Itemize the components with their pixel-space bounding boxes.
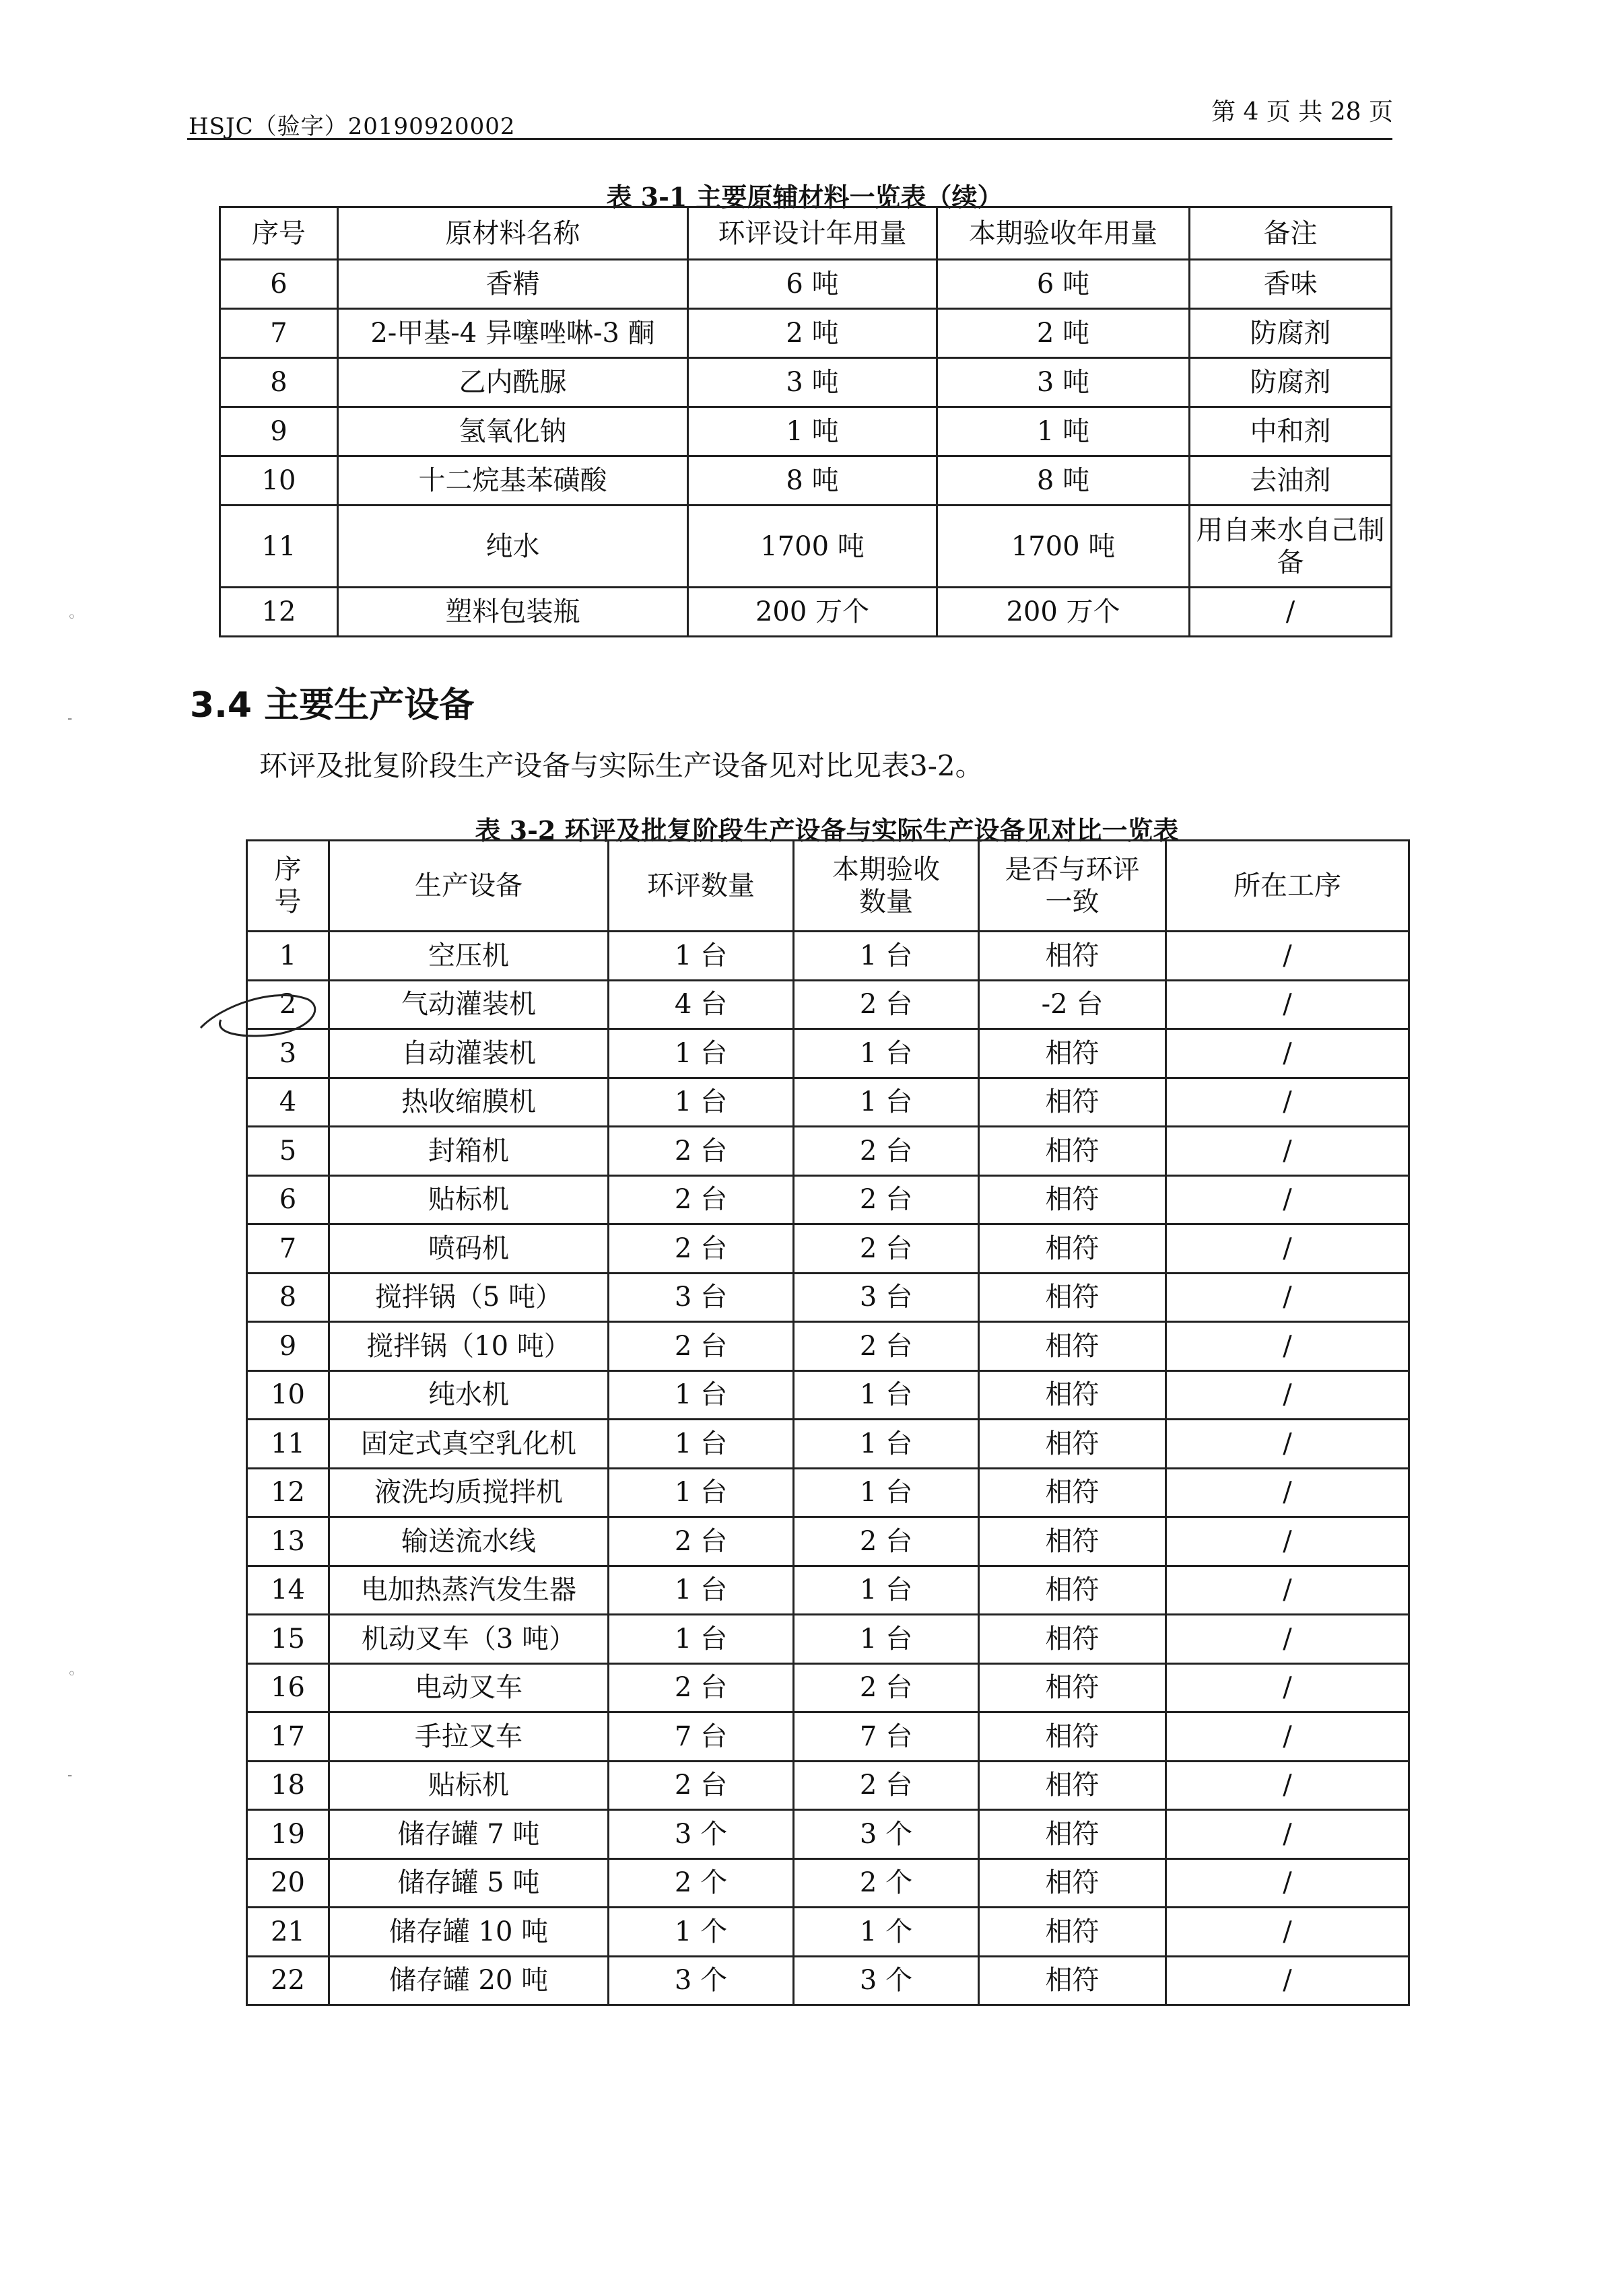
cell-no: 16 bbox=[247, 1663, 329, 1712]
cell-actual-annual-amount: 3 吨 bbox=[937, 358, 1190, 407]
table-row bbox=[220, 407, 1392, 456]
cell-actual-quantity: 2 台 bbox=[794, 1175, 979, 1224]
cell-eia-annual-amount: 3 吨 bbox=[688, 358, 937, 407]
cell-actual-annual-amount: 1 吨 bbox=[937, 407, 1190, 456]
cell-actual-quantity: 3 个 bbox=[794, 1956, 979, 2005]
cell-consistency: 相符 bbox=[979, 1420, 1166, 1469]
cell-eia-quantity: 2 台 bbox=[609, 1175, 794, 1224]
cell-eia-quantity: 1 个 bbox=[609, 1908, 794, 1957]
section-title: 3.4 主要生产设备 bbox=[190, 685, 475, 726]
column-header-eia-annual-amount: 环评设计年用量 bbox=[688, 207, 937, 260]
cell-material-name: 塑料包装瓶 bbox=[338, 588, 688, 637]
cell-no: 20 bbox=[247, 1858, 329, 1908]
table-row bbox=[247, 1078, 1409, 1127]
cell-process: / bbox=[1166, 1663, 1409, 1712]
cell-eia-quantity: 1 台 bbox=[609, 1078, 794, 1127]
cell-consistency: 相符 bbox=[979, 1224, 1166, 1274]
cell-eia-quantity: 1 台 bbox=[609, 1468, 794, 1517]
table-row bbox=[247, 1956, 1409, 2005]
cell-eia-quantity: 3 个 bbox=[609, 1956, 794, 2005]
cell-no: 7 bbox=[220, 309, 338, 358]
cell-equipment: 电加热蒸汽发生器 bbox=[329, 1566, 609, 1615]
cell-equipment: 自动灌装机 bbox=[329, 1029, 609, 1078]
cell-equipment: 储存罐 7 吨 bbox=[329, 1810, 609, 1859]
cell-no: 17 bbox=[247, 1712, 329, 1762]
cell-consistency: 相符 bbox=[979, 1370, 1166, 1420]
cell-eia-annual-amount: 1700 吨 bbox=[688, 506, 937, 588]
cell-actual-quantity: 2 台 bbox=[794, 1224, 979, 1274]
cell-consistency: 相符 bbox=[979, 1956, 1166, 2005]
cell-no: 12 bbox=[220, 588, 338, 637]
margin-dot: ◦ bbox=[67, 1666, 76, 1683]
cell-consistency: 相符 bbox=[979, 1127, 1166, 1176]
cell-no: 2 bbox=[247, 980, 329, 1029]
cell-actual-quantity: 2 台 bbox=[794, 1761, 979, 1810]
table-row bbox=[247, 1273, 1409, 1322]
cell-actual-quantity: 7 台 bbox=[794, 1712, 979, 1762]
column-header-material-name: 原材料名称 bbox=[338, 207, 688, 260]
cell-process: / bbox=[1166, 1078, 1409, 1127]
cell-eia-quantity: 2 个 bbox=[609, 1858, 794, 1908]
table-row bbox=[247, 1517, 1409, 1566]
cell-actual-annual-amount: 1700 吨 bbox=[937, 506, 1190, 588]
table-row bbox=[247, 932, 1409, 981]
cell-eia-quantity: 2 台 bbox=[609, 1127, 794, 1176]
cell-equipment: 固定式真空乳化机 bbox=[329, 1420, 609, 1469]
table-row bbox=[247, 1810, 1409, 1859]
cell-no: 5 bbox=[247, 1127, 329, 1176]
cell-no: 9 bbox=[220, 407, 338, 456]
cell-consistency: 相符 bbox=[979, 1858, 1166, 1908]
cell-no: 10 bbox=[247, 1370, 329, 1420]
cell-remark: 防腐剂 bbox=[1190, 309, 1392, 358]
cell-remark: 防腐剂 bbox=[1190, 358, 1392, 407]
cell-actual-quantity: 1 个 bbox=[794, 1908, 979, 1957]
cell-process: / bbox=[1166, 1370, 1409, 1420]
cell-process: / bbox=[1166, 932, 1409, 981]
cell-equipment: 机动叉车（3 吨） bbox=[329, 1615, 609, 1664]
cell-consistency: 相符 bbox=[979, 932, 1166, 981]
cell-consistency: 相符 bbox=[979, 1615, 1166, 1664]
cell-no: 13 bbox=[247, 1517, 329, 1566]
cell-process: / bbox=[1166, 1175, 1409, 1224]
cell-no: 10 bbox=[220, 456, 338, 506]
cell-process: / bbox=[1166, 1566, 1409, 1615]
cell-process: / bbox=[1166, 1468, 1409, 1517]
header-divider bbox=[187, 138, 1392, 140]
column-header-consistency: 是否与环评一致 bbox=[979, 841, 1166, 932]
cell-eia-quantity: 1 台 bbox=[609, 1615, 794, 1664]
table-row bbox=[247, 1322, 1409, 1371]
column-header-equipment: 生产设备 bbox=[329, 841, 609, 932]
cell-no: 6 bbox=[247, 1175, 329, 1224]
cell-material-name: 乙内酰脲 bbox=[338, 358, 688, 407]
cell-process: / bbox=[1166, 1224, 1409, 1274]
cell-consistency: 相符 bbox=[979, 1468, 1166, 1517]
cell-remark: 香味 bbox=[1190, 260, 1392, 309]
cell-actual-quantity: 1 台 bbox=[794, 1468, 979, 1517]
cell-equipment: 喷码机 bbox=[329, 1224, 609, 1274]
cell-no: 18 bbox=[247, 1761, 329, 1810]
table-row bbox=[220, 358, 1392, 407]
cell-process: / bbox=[1166, 1956, 1409, 2005]
cell-process: / bbox=[1166, 1858, 1409, 1908]
cell-actual-quantity: 1 台 bbox=[794, 1615, 979, 1664]
table-row bbox=[220, 309, 1392, 358]
cell-eia-quantity: 1 台 bbox=[609, 932, 794, 981]
cell-remark: / bbox=[1190, 588, 1392, 637]
cell-actual-quantity: 2 台 bbox=[794, 980, 979, 1029]
cell-no: 8 bbox=[220, 358, 338, 407]
cell-no: 11 bbox=[220, 506, 338, 588]
cell-actual-quantity: 1 台 bbox=[794, 1566, 979, 1615]
cell-process: / bbox=[1166, 1712, 1409, 1762]
cell-consistency: 相符 bbox=[979, 1273, 1166, 1322]
table-row bbox=[247, 1615, 1409, 1664]
cell-no: 7 bbox=[247, 1224, 329, 1274]
cell-actual-annual-amount: 8 吨 bbox=[937, 456, 1190, 506]
cell-eia-quantity: 1 台 bbox=[609, 1566, 794, 1615]
column-header-no: 序号 bbox=[247, 841, 329, 932]
cell-no: 19 bbox=[247, 1810, 329, 1859]
cell-no: 21 bbox=[247, 1908, 329, 1957]
cell-actual-quantity: 3 个 bbox=[794, 1810, 979, 1859]
cell-equipment: 搅拌锅（5 吨） bbox=[329, 1273, 609, 1322]
cell-process: / bbox=[1166, 1517, 1409, 1566]
cell-eia-quantity: 2 台 bbox=[609, 1663, 794, 1712]
cell-process: / bbox=[1166, 1127, 1409, 1176]
column-header-process: 所在工序 bbox=[1166, 841, 1409, 932]
cell-actual-quantity: 1 台 bbox=[794, 932, 979, 981]
cell-process: / bbox=[1166, 980, 1409, 1029]
cell-eia-quantity: 1 台 bbox=[609, 1420, 794, 1469]
cell-actual-quantity: 2 台 bbox=[794, 1663, 979, 1712]
cell-eia-quantity: 3 个 bbox=[609, 1810, 794, 1859]
table-row bbox=[220, 260, 1392, 309]
cell-actual-quantity: 1 台 bbox=[794, 1078, 979, 1127]
table-row bbox=[220, 506, 1392, 588]
cell-equipment: 贴标机 bbox=[329, 1761, 609, 1810]
table-row bbox=[247, 1712, 1409, 1762]
cell-eia-annual-amount: 1 吨 bbox=[688, 407, 937, 456]
cell-equipment: 搅拌锅（10 吨） bbox=[329, 1322, 609, 1371]
cell-consistency: 相符 bbox=[979, 1078, 1166, 1127]
cell-consistency: 相符 bbox=[979, 1908, 1166, 1957]
section-intro: 环评及批复阶段生产设备与实际生产设备见对比见表3-2。 bbox=[259, 749, 984, 782]
cell-material-name: 氢氧化钠 bbox=[338, 407, 688, 456]
cell-eia-annual-amount: 6 吨 bbox=[688, 260, 937, 309]
table-row bbox=[247, 1175, 1409, 1224]
margin-dot: - bbox=[67, 710, 73, 727]
cell-eia-annual-amount: 8 吨 bbox=[688, 456, 937, 506]
cell-eia-annual-amount: 200 万个 bbox=[688, 588, 937, 637]
table-row bbox=[247, 1761, 1409, 1810]
cell-eia-annual-amount: 2 吨 bbox=[688, 309, 937, 358]
cell-actual-quantity: 3 台 bbox=[794, 1273, 979, 1322]
table-row bbox=[220, 588, 1392, 637]
table-row bbox=[247, 1224, 1409, 1274]
document-code: HSJC（验字）20190920002 bbox=[189, 113, 516, 140]
cell-actual-quantity: 1 台 bbox=[794, 1029, 979, 1078]
cell-process: / bbox=[1166, 1322, 1409, 1371]
cell-remark: 去油剂 bbox=[1190, 456, 1392, 506]
margin-dot: - bbox=[67, 1767, 73, 1784]
cell-actual-quantity: 1 台 bbox=[794, 1420, 979, 1469]
table2-header-row bbox=[247, 841, 1409, 932]
cell-equipment: 储存罐 20 吨 bbox=[329, 1956, 609, 2005]
column-header-no: 序号 bbox=[220, 207, 338, 260]
cell-eia-quantity: 2 台 bbox=[609, 1761, 794, 1810]
cell-equipment: 电动叉车 bbox=[329, 1663, 609, 1712]
table-row bbox=[247, 1566, 1409, 1615]
cell-eia-quantity: 1 台 bbox=[609, 1370, 794, 1420]
cell-no: 8 bbox=[247, 1273, 329, 1322]
cell-equipment: 手拉叉车 bbox=[329, 1712, 609, 1762]
cell-equipment: 储存罐 10 吨 bbox=[329, 1908, 609, 1957]
cell-remark: 中和剂 bbox=[1190, 407, 1392, 456]
cell-actual-quantity: 2 台 bbox=[794, 1322, 979, 1371]
cell-no: 6 bbox=[220, 260, 338, 309]
table-row bbox=[247, 1029, 1409, 1078]
cell-actual-quantity: 2 台 bbox=[794, 1127, 979, 1176]
cell-remark: 用自来水自己制备 bbox=[1190, 506, 1392, 588]
cell-consistency: 相符 bbox=[979, 1322, 1166, 1371]
cell-no: 4 bbox=[247, 1078, 329, 1127]
cell-consistency: -2 台 bbox=[979, 980, 1166, 1029]
page-number: 第 4 页 共 28 页 bbox=[1211, 98, 1393, 126]
cell-no: 1 bbox=[247, 932, 329, 981]
cell-consistency: 相符 bbox=[979, 1712, 1166, 1762]
cell-equipment: 贴标机 bbox=[329, 1175, 609, 1224]
cell-consistency: 相符 bbox=[979, 1517, 1166, 1566]
cell-material-name: 香精 bbox=[338, 260, 688, 309]
cell-consistency: 相符 bbox=[979, 1029, 1166, 1078]
cell-actual-annual-amount: 2 吨 bbox=[937, 309, 1190, 358]
cell-consistency: 相符 bbox=[979, 1761, 1166, 1810]
table-row bbox=[247, 1370, 1409, 1420]
cell-eia-quantity: 1 台 bbox=[609, 1029, 794, 1078]
table1-header-row bbox=[220, 207, 1392, 260]
cell-no: 22 bbox=[247, 1956, 329, 2005]
cell-equipment: 封箱机 bbox=[329, 1127, 609, 1176]
cell-process: / bbox=[1166, 1615, 1409, 1664]
cell-process: / bbox=[1166, 1029, 1409, 1078]
cell-process: / bbox=[1166, 1810, 1409, 1859]
table2-caption: 表 3-2 环评及批复阶段生产设备与实际生产设备见对比一览表 bbox=[475, 815, 1179, 845]
cell-consistency: 相符 bbox=[979, 1175, 1166, 1224]
cell-eia-quantity: 2 台 bbox=[609, 1322, 794, 1371]
cell-equipment: 空压机 bbox=[329, 932, 609, 981]
cell-actual-annual-amount: 200 万个 bbox=[937, 588, 1190, 637]
cell-eia-quantity: 2 台 bbox=[609, 1224, 794, 1274]
table-row bbox=[247, 1468, 1409, 1517]
cell-equipment: 储存罐 5 吨 bbox=[329, 1858, 609, 1908]
cell-equipment: 热收缩膜机 bbox=[329, 1078, 609, 1127]
cell-equipment: 纯水机 bbox=[329, 1370, 609, 1420]
cell-no: 12 bbox=[247, 1468, 329, 1517]
cell-consistency: 相符 bbox=[979, 1810, 1166, 1859]
cell-eia-quantity: 7 台 bbox=[609, 1712, 794, 1762]
column-header-actual-annual-amount: 本期验收年用量 bbox=[937, 207, 1190, 260]
margin-dot: ◦ bbox=[67, 609, 76, 626]
table-row bbox=[247, 1420, 1409, 1469]
equipment-comparison-table bbox=[246, 839, 1410, 2006]
cell-no: 11 bbox=[247, 1420, 329, 1469]
cell-process: / bbox=[1166, 1420, 1409, 1469]
table-row bbox=[247, 1858, 1409, 1908]
cell-actual-annual-amount: 6 吨 bbox=[937, 260, 1190, 309]
column-header-actual-quantity: 本期验收数量 bbox=[794, 841, 979, 932]
table-row bbox=[247, 1908, 1409, 1957]
cell-actual-quantity: 1 台 bbox=[794, 1370, 979, 1420]
cell-no: 9 bbox=[247, 1322, 329, 1371]
table-row bbox=[247, 980, 1409, 1029]
cell-material-name: 纯水 bbox=[338, 506, 688, 588]
cell-equipment: 液洗均质搅拌机 bbox=[329, 1468, 609, 1517]
table1-caption: 表 3-1 主要原辅材料一览表（续） bbox=[606, 182, 1003, 212]
cell-material-name: 2-甲基-4 异噻唑啉-3 酮 bbox=[338, 309, 688, 358]
column-header-remark: 备注 bbox=[1190, 207, 1392, 260]
cell-actual-quantity: 2 台 bbox=[794, 1517, 979, 1566]
raw-materials-table bbox=[219, 206, 1392, 637]
cell-no: 3 bbox=[247, 1029, 329, 1078]
cell-equipment: 气动灌装机 bbox=[329, 980, 609, 1029]
cell-process: / bbox=[1166, 1908, 1409, 1957]
cell-process: / bbox=[1166, 1761, 1409, 1810]
table-row bbox=[220, 456, 1392, 506]
cell-eia-quantity: 4 台 bbox=[609, 980, 794, 1029]
cell-equipment: 输送流水线 bbox=[329, 1517, 609, 1566]
cell-eia-quantity: 2 台 bbox=[609, 1517, 794, 1566]
cell-no: 15 bbox=[247, 1615, 329, 1664]
cell-consistency: 相符 bbox=[979, 1663, 1166, 1712]
cell-no: 14 bbox=[247, 1566, 329, 1615]
cell-actual-quantity: 2 个 bbox=[794, 1858, 979, 1908]
cell-eia-quantity: 3 台 bbox=[609, 1273, 794, 1322]
cell-consistency: 相符 bbox=[979, 1566, 1166, 1615]
cell-material-name: 十二烷基苯磺酸 bbox=[338, 456, 688, 506]
table-row bbox=[247, 1663, 1409, 1712]
column-header-eia-quantity: 环评数量 bbox=[609, 841, 794, 932]
cell-process: / bbox=[1166, 1273, 1409, 1322]
table-row bbox=[247, 1127, 1409, 1176]
